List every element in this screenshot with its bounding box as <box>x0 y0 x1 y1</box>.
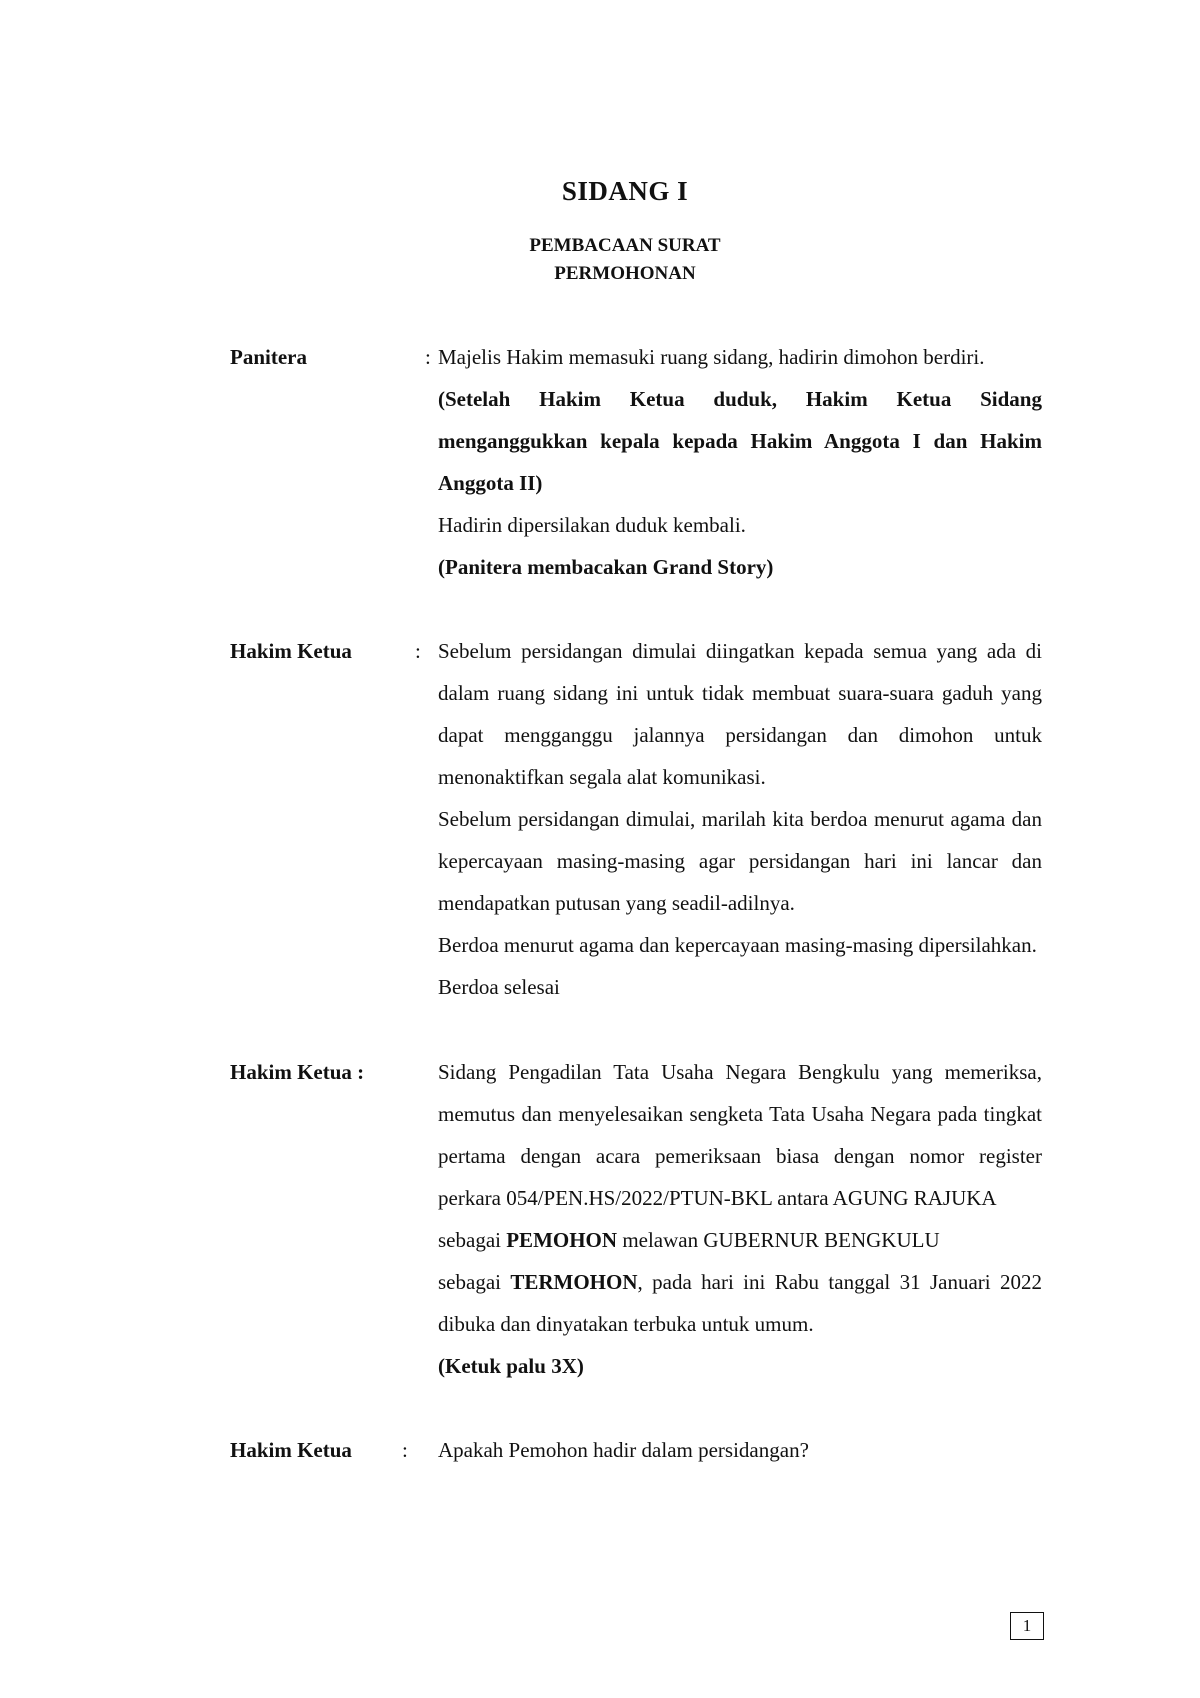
dialogue-text <box>438 336 1042 588</box>
dialogue-text <box>438 1429 1042 1471</box>
text-run: , pada hari ini Rabu tanggal 31 Januari 2022 dibuka dan dinyatakan terbuka untuk umum. <box>438 1270 1042 1336</box>
dialogue-paragraph: Sebelum persidangan dimulai, marilah kita berdoa menurut agama dan kepercayaan masing-masing agar persidangan hari ini lancar dan mendapatkan putusan yang seadil-adilnya. <box>438 807 1042 915</box>
party-name-pemohon: PEMOHON <box>506 1228 618 1252</box>
speaker-colon: : <box>425 345 431 369</box>
stage-direction: (Setelah Hakim Ketua duduk, Hakim Ketua Sidang menganggukkan kepala kepada Hakim Anggota I dan Hakim Anggota II) <box>438 387 1042 495</box>
speaker-label: Hakim Ketua <box>230 639 352 663</box>
speaker-label: Hakim Ketua : <box>230 1060 365 1084</box>
document-subtitle <box>0 232 1200 288</box>
speaker-label: Panitera <box>230 345 307 369</box>
text-run: melawan GUBERNUR BENGKULU <box>617 1228 940 1252</box>
dialogue-paragraph: Berdoa menurut agama dan kepercayaan masing-masing dipersilahkan. <box>438 933 1037 957</box>
stage-direction: (Panitera membacakan Grand Story) <box>438 555 774 579</box>
speaker-colon: : <box>415 639 421 663</box>
text-run: sebagai <box>438 1270 511 1294</box>
dialogue-text <box>438 630 1042 1008</box>
speaker-colon: : <box>402 1438 408 1462</box>
dialogue-paragraph: Sebelum persidangan dimulai diingatkan kepada semua yang ada di dalam ruang sidang ini untuk tidak membuat suara-suara gaduh yang dapat mengganggu jalannya persidangan dan dimohon untuk menonaktifkan segala alat komunikasi. <box>438 639 1042 789</box>
dialogue-paragraph: Sidang Pengadilan Tata Usaha Negara Bengkulu yang memeriksa, memutus dan menyelesaikan sengketa Tata Usaha Negara pada tingkat pertama dengan acara pemeriksaan biasa dengan nomor register perkara 054/PEN.HS/2022/PTUN-BKL antara AGUNG RAJUKA <box>438 1060 1042 1210</box>
subtitle-line-1: PEMBACAAN SURAT <box>529 235 721 256</box>
text-run: sebagai <box>438 1228 507 1252</box>
dialogue-paragraph: Apakah Pemohon hadir dalam persidangan? <box>438 1438 809 1462</box>
dialogue-paragraph: Majelis Hakim memasuki ruang sidang, hadirin dimohon berdiri. <box>438 345 985 369</box>
subtitle-line-2: PERMOHONAN <box>554 263 696 284</box>
party-name-termohon: TERMOHON <box>510 1270 638 1294</box>
dialogue-paragraph: Berdoa selesai <box>438 975 560 999</box>
page-number: 1 <box>1010 1612 1044 1640</box>
speaker-label: Hakim Ketua <box>230 1438 352 1462</box>
dialogue-paragraph: Hadirin dipersilakan duduk kembali. <box>438 513 746 537</box>
dialogue-text <box>438 1051 1042 1387</box>
dialogue-paragraph <box>438 1261 1042 1345</box>
stage-direction: (Ketuk palu 3X) <box>438 1354 584 1378</box>
document-title: SIDANG I <box>561 176 689 206</box>
dialogue-paragraph <box>438 1219 1042 1261</box>
